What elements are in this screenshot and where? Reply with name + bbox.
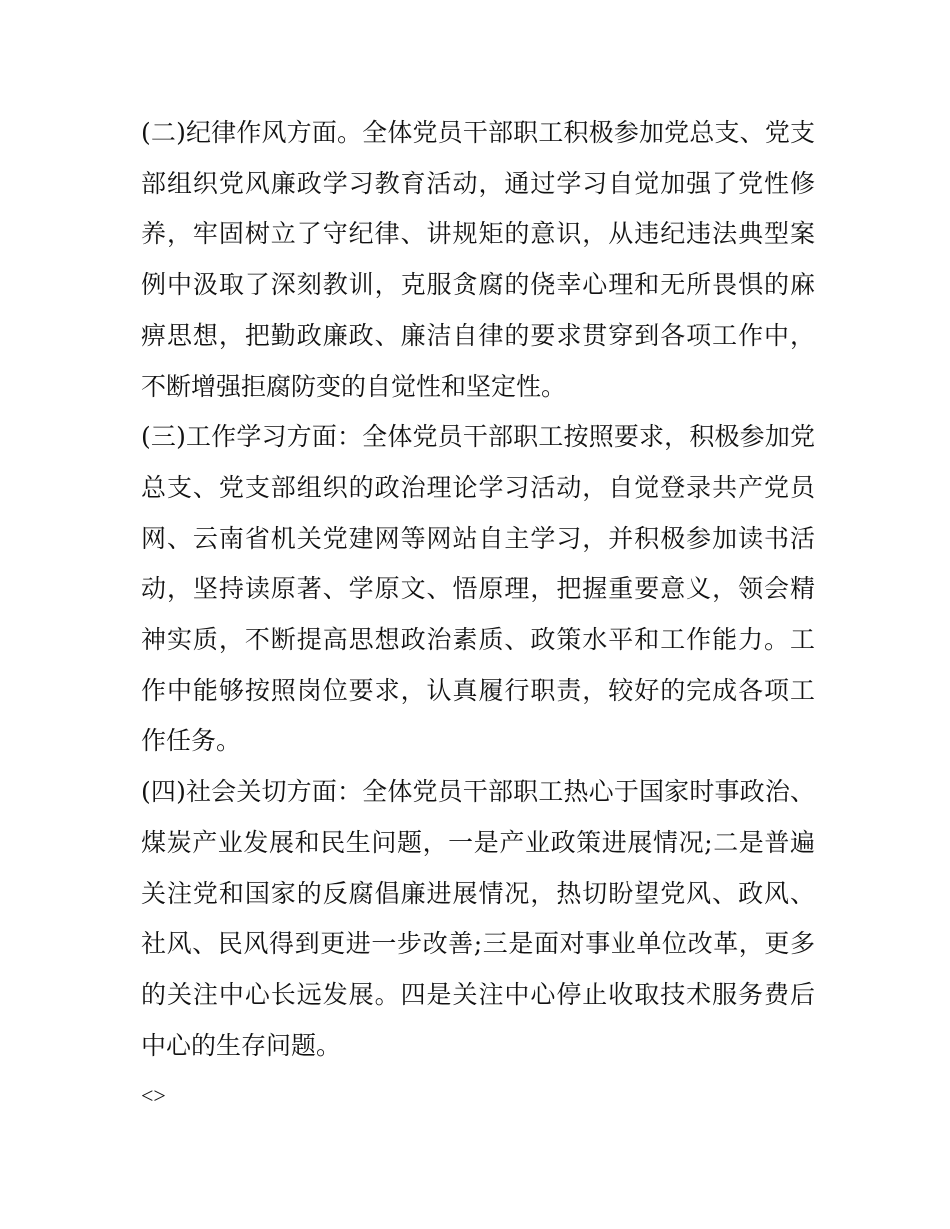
document-body bbox=[141, 108, 815, 1122]
paragraph-discipline: (二)纪律作风方面。全体党员干部职工积极参加党总支、党支部组织党风廉政学习教育活动，通过学习自觉加强了党性修养，牢固树立了守纪律、讲规矩的意识，从违纪违法典型案例中汲取了深刻教训，克服贪腐的侥幸心理和无所畏惧的麻痹思想，把勤政廉政、廉洁自律的要求贯穿到各项工作中，不断增强拒腐防变的自觉性和坚定性。 bbox=[141, 118, 815, 401]
paragraph-work-study: (三)工作学习方面：全体党员干部职工按照要求，积极参加党总支、党支部组织的政治理论学习活动，自觉登录共产党员网、云南省机关党建网等网站自主学习，并积极参加读书活动，坚持读原著、学原文、悟原理，把握重要意义，领会精神实质，不断提高思想政治素质、政策水平和工作能力。工作中能够按照岗位要求，认真履行职责，较好的完成各项工作任务。 bbox=[141, 422, 815, 756]
paragraph-social-concerns: (四)社会关切方面：全体党员干部职工热心于国家时事政治、煤炭产业发展和民生问题，一是产业政策进展情况;二是普遍关注党和国家的反腐倡廉进展情况，热切盼望党风、政风、社风、民风得到更进一步改善;三是面对事业单位改革，更多的关注中心长远发展。四是关注中心停止收取技术服务费后中心的生存问题。 bbox=[141, 777, 815, 1060]
trailing-marker: <> bbox=[141, 1083, 166, 1109]
